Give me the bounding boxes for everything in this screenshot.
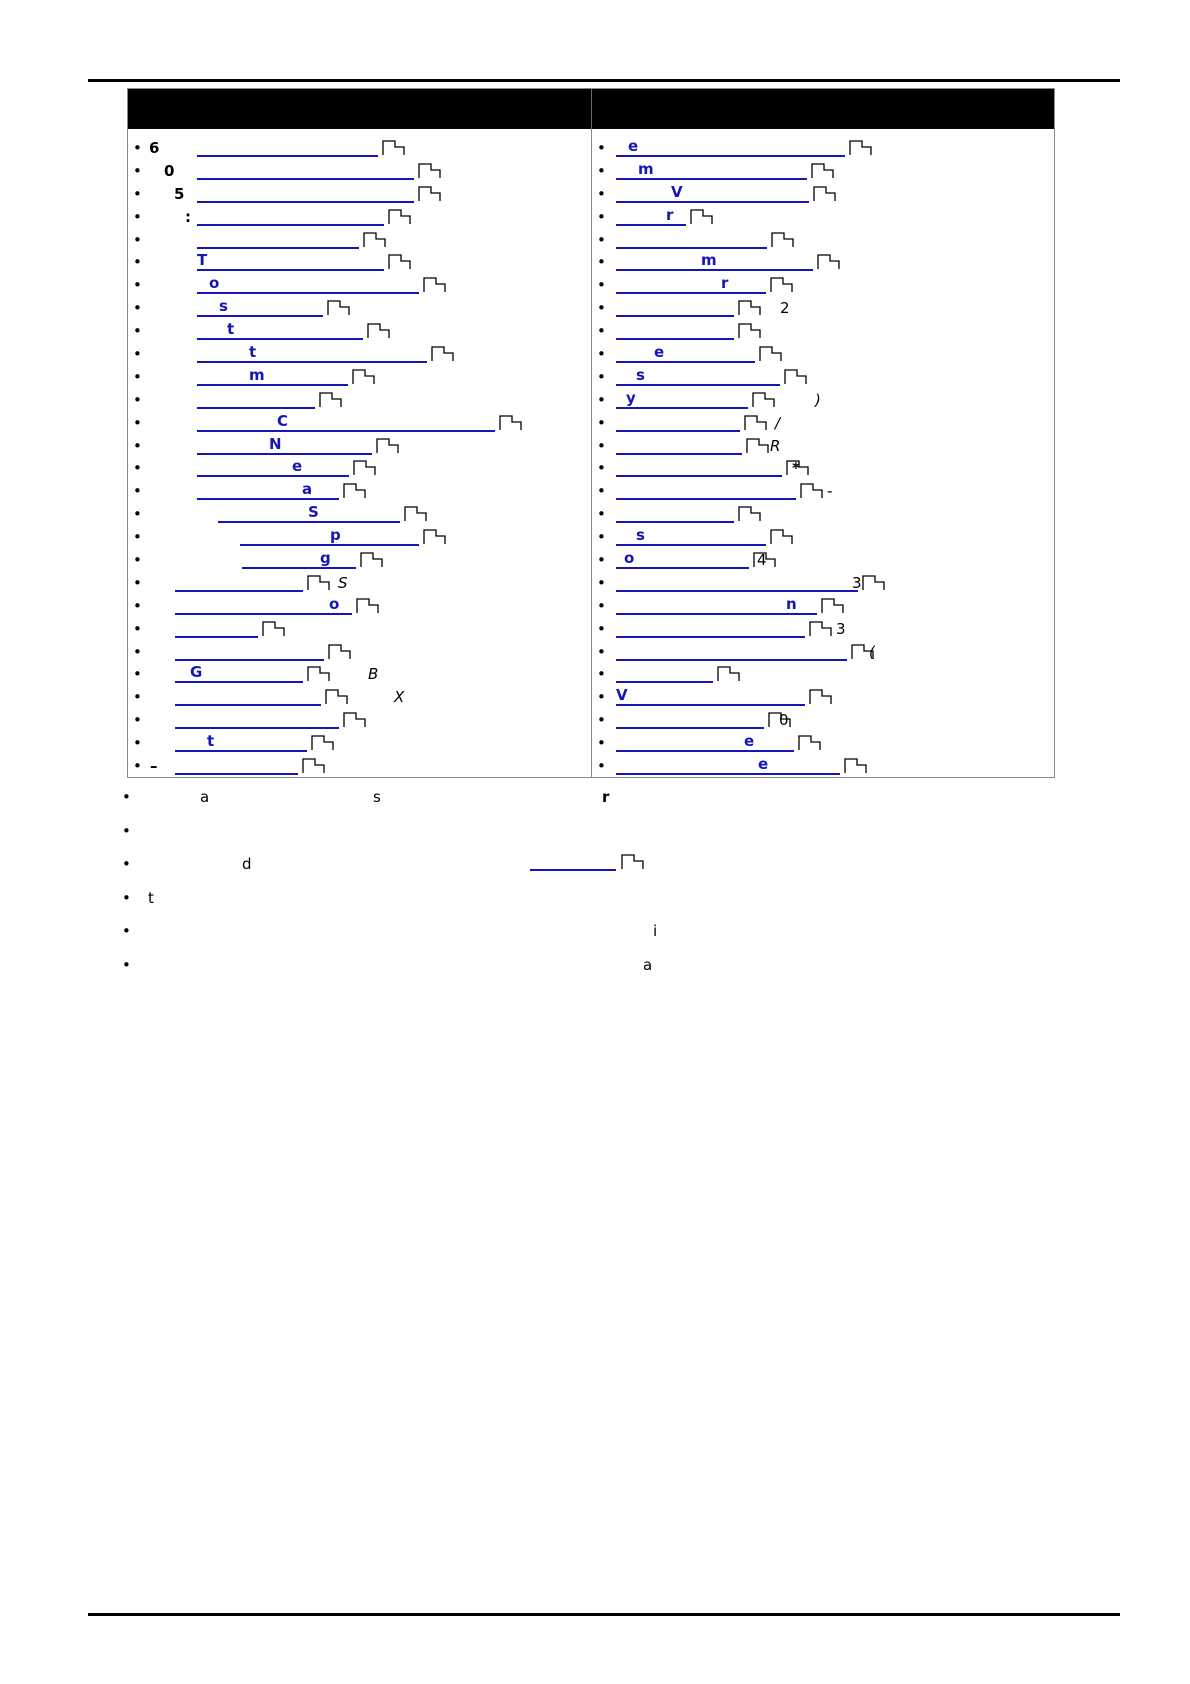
bullet-icon: • (133, 299, 142, 318)
bullet-icon: • (122, 821, 131, 840)
bullet-icon: • (133, 367, 142, 386)
topic-link-text: t (207, 732, 215, 751)
bullet-icon: • (597, 207, 606, 226)
page-ref-icon[interactable] (388, 209, 414, 225)
topic-link[interactable] (616, 344, 755, 363)
bullet-icon: • (133, 459, 142, 478)
topic-link-text: o (329, 594, 340, 613)
bullet-icon: • (597, 276, 606, 295)
page-ref-icon[interactable] (423, 529, 449, 545)
topic-link[interactable] (175, 687, 321, 706)
topic-link[interactable] (197, 207, 384, 226)
page-ref-icon[interactable] (499, 415, 525, 431)
page-ref-icon[interactable] (752, 392, 778, 408)
bullet-icon: • (597, 390, 606, 409)
page-ref-icon[interactable] (746, 438, 772, 454)
table-header (128, 89, 1054, 129)
bullet-icon: • (133, 161, 142, 180)
topic-link-text: o (209, 274, 220, 293)
topic-link[interactable] (197, 436, 372, 455)
topic-link[interactable] (616, 756, 840, 775)
item-prefix: – (150, 757, 158, 776)
page-ref-icon[interactable] (849, 140, 875, 156)
topic-link[interactable] (197, 161, 414, 180)
bullet-icon: • (597, 665, 606, 684)
item-note: 3 (852, 573, 862, 592)
bullet-icon: • (597, 711, 606, 730)
topic-link[interactable] (616, 481, 796, 500)
topic-link-text: m (701, 251, 717, 270)
topic-link[interactable] (197, 184, 414, 203)
list-item-text: a (200, 788, 210, 806)
item-note: 0 (779, 711, 789, 730)
bullet-icon: • (133, 345, 142, 364)
topic-link-text: r (721, 274, 729, 293)
page-ref-icon[interactable] (844, 758, 870, 774)
bullet-icon: • (597, 619, 606, 638)
bullet-icon: • (133, 665, 142, 684)
topic-link-text: r (666, 205, 674, 224)
page-ref-icon[interactable] (327, 300, 353, 316)
bullet-icon: • (597, 528, 606, 547)
topic-link[interactable] (197, 458, 349, 477)
topic-link-text: e (758, 755, 769, 774)
topic-link[interactable] (616, 687, 805, 706)
topic-link[interactable] (197, 321, 363, 340)
item-note: * (792, 459, 800, 478)
bullet-icon: • (597, 459, 606, 478)
bullet-icon: • (133, 322, 142, 341)
page-ref-icon[interactable] (811, 163, 837, 179)
bullet-icon: • (597, 757, 606, 776)
topic-link[interactable] (616, 458, 782, 477)
page-ref-icon[interactable] (311, 735, 337, 751)
page-ref-icon[interactable] (262, 621, 288, 637)
topic-link[interactable] (616, 275, 766, 294)
bullet-icon: • (133, 207, 142, 226)
topic-link[interactable] (616, 436, 742, 455)
topic-link[interactable] (175, 756, 298, 775)
bullet-icon: • (597, 505, 606, 524)
bullet-icon: • (133, 596, 142, 615)
bullet-icon: • (597, 253, 606, 272)
bullet-icon: • (597, 413, 606, 432)
bullet-icon: • (133, 482, 142, 501)
bullet-icon: • (133, 436, 142, 455)
topic-link[interactable] (240, 527, 419, 546)
topic-link[interactable] (197, 252, 384, 271)
topic-link-text: y (626, 388, 636, 407)
topic-link-text: p (330, 526, 341, 545)
page-ref-icon[interactable] (367, 323, 393, 339)
topic-link-text: S (308, 503, 319, 522)
topic-link[interactable] (197, 413, 495, 432)
bullet-icon: • (597, 551, 606, 570)
topic-link[interactable] (616, 413, 740, 432)
topic-link[interactable] (616, 504, 734, 523)
page-ref-icon[interactable] (353, 460, 379, 476)
page-ref-icon[interactable] (770, 529, 796, 545)
item-prefix: 6 (149, 139, 160, 157)
bullet-icon: • (133, 551, 142, 570)
bullet-icon: • (133, 253, 142, 272)
page-ref-icon[interactable] (717, 666, 743, 682)
page-ref-icon[interactable] (862, 575, 888, 591)
page-ref-icon[interactable] (382, 140, 408, 156)
bullet-icon: • (597, 688, 606, 707)
page-ref-icon[interactable] (319, 392, 345, 408)
item-note: ( (869, 642, 875, 661)
page-ref-icon[interactable] (817, 254, 843, 270)
topic-link[interactable] (616, 321, 734, 340)
bullet-icon: • (597, 436, 606, 455)
bullet-icon: • (122, 788, 131, 806)
list-item (118, 851, 1068, 885)
topic-link[interactable] (197, 298, 323, 317)
list-item (118, 885, 1068, 919)
bullet-icon: • (122, 888, 131, 907)
footer-rule (88, 1613, 1120, 1616)
column-divider (591, 129, 592, 777)
topic-link[interactable] (197, 275, 419, 294)
bullet-icon: • (597, 573, 606, 592)
page-ref-icon[interactable] (821, 598, 847, 614)
page-ref-icon[interactable] (621, 854, 647, 870)
topic-link-text: m (638, 159, 654, 178)
topic-link-text: s (219, 297, 228, 316)
topic-link[interactable] (175, 596, 352, 615)
bullet-icon: • (133, 642, 142, 661)
page-ref-icon[interactable] (418, 186, 444, 202)
page-ref-icon[interactable] (360, 552, 386, 568)
page-ref-icon[interactable] (325, 689, 351, 705)
page-ref-icon[interactable] (363, 232, 389, 248)
page-ref-icon[interactable] (770, 277, 796, 293)
bullet-icon: • (122, 955, 131, 974)
page-ref-icon[interactable] (784, 369, 810, 385)
item-note: 4 (757, 551, 767, 570)
topic-link[interactable] (616, 230, 767, 249)
list-item-text: t (148, 888, 154, 907)
table-header-cell-right (591, 89, 1055, 129)
bullet-icon: • (597, 139, 606, 157)
topic-link-text: e (628, 137, 639, 155)
topic-link[interactable] (616, 184, 809, 203)
item-note: 3 (836, 619, 846, 638)
topic-link-text: s (636, 526, 645, 545)
page-ref-icon[interactable] (307, 575, 333, 591)
item-prefix: 0 (164, 161, 175, 180)
topic-link-text: e (654, 343, 665, 362)
page-ref-icon[interactable] (798, 735, 824, 751)
bullet-icon: • (597, 734, 606, 753)
page-ref-icon[interactable] (800, 483, 826, 499)
page-ref-icon[interactable] (738, 506, 764, 522)
bullet-icon: • (133, 619, 142, 638)
page-ref-icon[interactable] (356, 598, 382, 614)
page-ref-icon[interactable] (771, 232, 797, 248)
list-item-text: s (373, 788, 381, 806)
bullet-list (118, 784, 1068, 986)
bullet-icon: • (133, 390, 142, 409)
topic-link[interactable] (175, 664, 303, 683)
list-item-text: i (653, 922, 658, 941)
topic-link-text: n (786, 594, 797, 613)
content-table (127, 88, 1055, 778)
header-rule (88, 79, 1120, 82)
item-note: / (775, 413, 781, 432)
page-ref-icon[interactable] (343, 712, 369, 728)
topic-link-text: m (249, 365, 265, 384)
list-item (118, 784, 1068, 818)
topic-link-text: G (190, 663, 203, 682)
item-note: ) (815, 390, 821, 409)
topic-link[interactable] (616, 550, 749, 569)
page-ref-icon[interactable] (423, 277, 449, 293)
bullet-icon: • (133, 276, 142, 295)
bullet-icon: • (133, 757, 142, 776)
page-ref-icon[interactable] (404, 506, 430, 522)
bullet-icon: • (133, 505, 142, 524)
page-ref-icon[interactable] (738, 300, 764, 316)
bullet-icon: • (133, 413, 142, 432)
item-note: R (770, 436, 781, 455)
topic-link[interactable] (175, 573, 303, 592)
topic-link[interactable] (175, 733, 307, 752)
page-ref-icon[interactable] (690, 209, 716, 225)
item-prefix: 5 (174, 184, 185, 203)
page-ref-icon[interactable] (759, 346, 785, 362)
bullet-icon: • (133, 528, 142, 547)
bullet-icon: • (122, 855, 131, 874)
topic-link[interactable] (616, 710, 764, 729)
topic-link[interactable] (218, 504, 400, 523)
topic-link-text: e (744, 732, 755, 751)
bullet-icon: • (597, 299, 606, 318)
item-note: B (368, 665, 379, 684)
page-ref-icon[interactable] (738, 323, 764, 339)
topic-link[interactable] (175, 710, 339, 729)
bullet-icon: • (597, 322, 606, 341)
topic-link[interactable] (197, 367, 348, 386)
topic-link[interactable] (616, 527, 766, 546)
item-prefix: : (185, 207, 191, 226)
topic-link[interactable] (175, 619, 258, 638)
table-header-cell-left (128, 89, 591, 129)
topic-link-text: e (292, 457, 303, 476)
bullet-icon: • (597, 230, 606, 249)
topic-link-text: g (320, 549, 331, 568)
item-note: 2 (780, 299, 790, 318)
topic-link-text: a (302, 480, 313, 499)
page-ref-icon[interactable] (388, 254, 414, 270)
page-ref-icon[interactable] (343, 483, 369, 499)
bullet-icon: • (597, 482, 606, 501)
page-ref-icon[interactable] (302, 758, 328, 774)
topic-link[interactable] (175, 642, 324, 661)
topic-link[interactable] (197, 344, 427, 363)
topic-link-text: V (616, 686, 628, 705)
topic-link[interactable] (616, 619, 805, 638)
topic-link[interactable] (616, 207, 686, 226)
item-note: X (394, 688, 405, 707)
topic-link[interactable] (616, 138, 845, 157)
bullet-icon: • (597, 184, 606, 203)
list-item-text: d (242, 855, 252, 874)
inline-link[interactable] (530, 852, 616, 871)
topic-link[interactable] (616, 390, 748, 409)
topic-link[interactable] (616, 733, 794, 752)
topic-link[interactable] (242, 550, 356, 569)
page-ref-icon[interactable] (328, 644, 354, 660)
topic-link[interactable] (616, 298, 734, 317)
topic-link-text: V (671, 182, 683, 201)
topic-link-text: s (636, 365, 645, 384)
page-ref-icon[interactable] (813, 186, 839, 202)
page-ref-icon[interactable] (431, 346, 457, 362)
topic-link-text: t (227, 320, 235, 339)
topic-link[interactable] (616, 573, 858, 592)
topic-link[interactable] (616, 642, 847, 661)
topic-link[interactable] (616, 664, 713, 683)
bullet-icon: • (597, 596, 606, 615)
bullet-icon: • (133, 688, 142, 707)
bullet-icon: • (597, 161, 606, 180)
topic-link-text: N (269, 434, 282, 453)
topic-link[interactable] (197, 390, 315, 409)
bullet-icon: • (597, 345, 606, 364)
topic-link-text: o (624, 549, 635, 568)
list-item-text: r (602, 788, 610, 806)
bullet-icon: • (133, 573, 142, 592)
bullet-icon: • (597, 367, 606, 386)
page-ref-icon[interactable] (307, 666, 333, 682)
topic-link[interactable] (616, 367, 780, 386)
topic-link-text: C (277, 411, 289, 430)
topic-link[interactable] (197, 230, 359, 249)
topic-link[interactable] (197, 138, 378, 157)
bullet-icon: • (133, 184, 142, 203)
list-item (118, 952, 1068, 986)
topic-link[interactable] (197, 481, 339, 500)
list-item-text: a (643, 955, 653, 974)
topic-link-text: T (197, 251, 208, 270)
page-ref-icon[interactable] (376, 438, 402, 454)
bullet-icon: • (133, 711, 142, 730)
topic-link[interactable] (616, 252, 813, 271)
topic-link[interactable] (616, 596, 817, 615)
bullet-icon: • (133, 734, 142, 753)
page-ref-icon[interactable] (809, 621, 835, 637)
page-ref-icon[interactable] (809, 689, 835, 705)
bullet-icon: • (597, 642, 606, 661)
list-item (118, 918, 1068, 952)
topic-link[interactable] (616, 161, 807, 180)
list-item (118, 818, 1068, 852)
topic-link-text: t (249, 343, 257, 362)
item-note: S (338, 573, 348, 592)
bullet-icon: • (133, 230, 142, 249)
page-ref-icon[interactable] (744, 415, 770, 431)
bullet-icon: • (133, 139, 142, 157)
item-note: - (827, 482, 833, 501)
page-ref-icon[interactable] (352, 369, 378, 385)
page-ref-icon[interactable] (418, 163, 444, 179)
bullet-icon: • (122, 922, 131, 941)
